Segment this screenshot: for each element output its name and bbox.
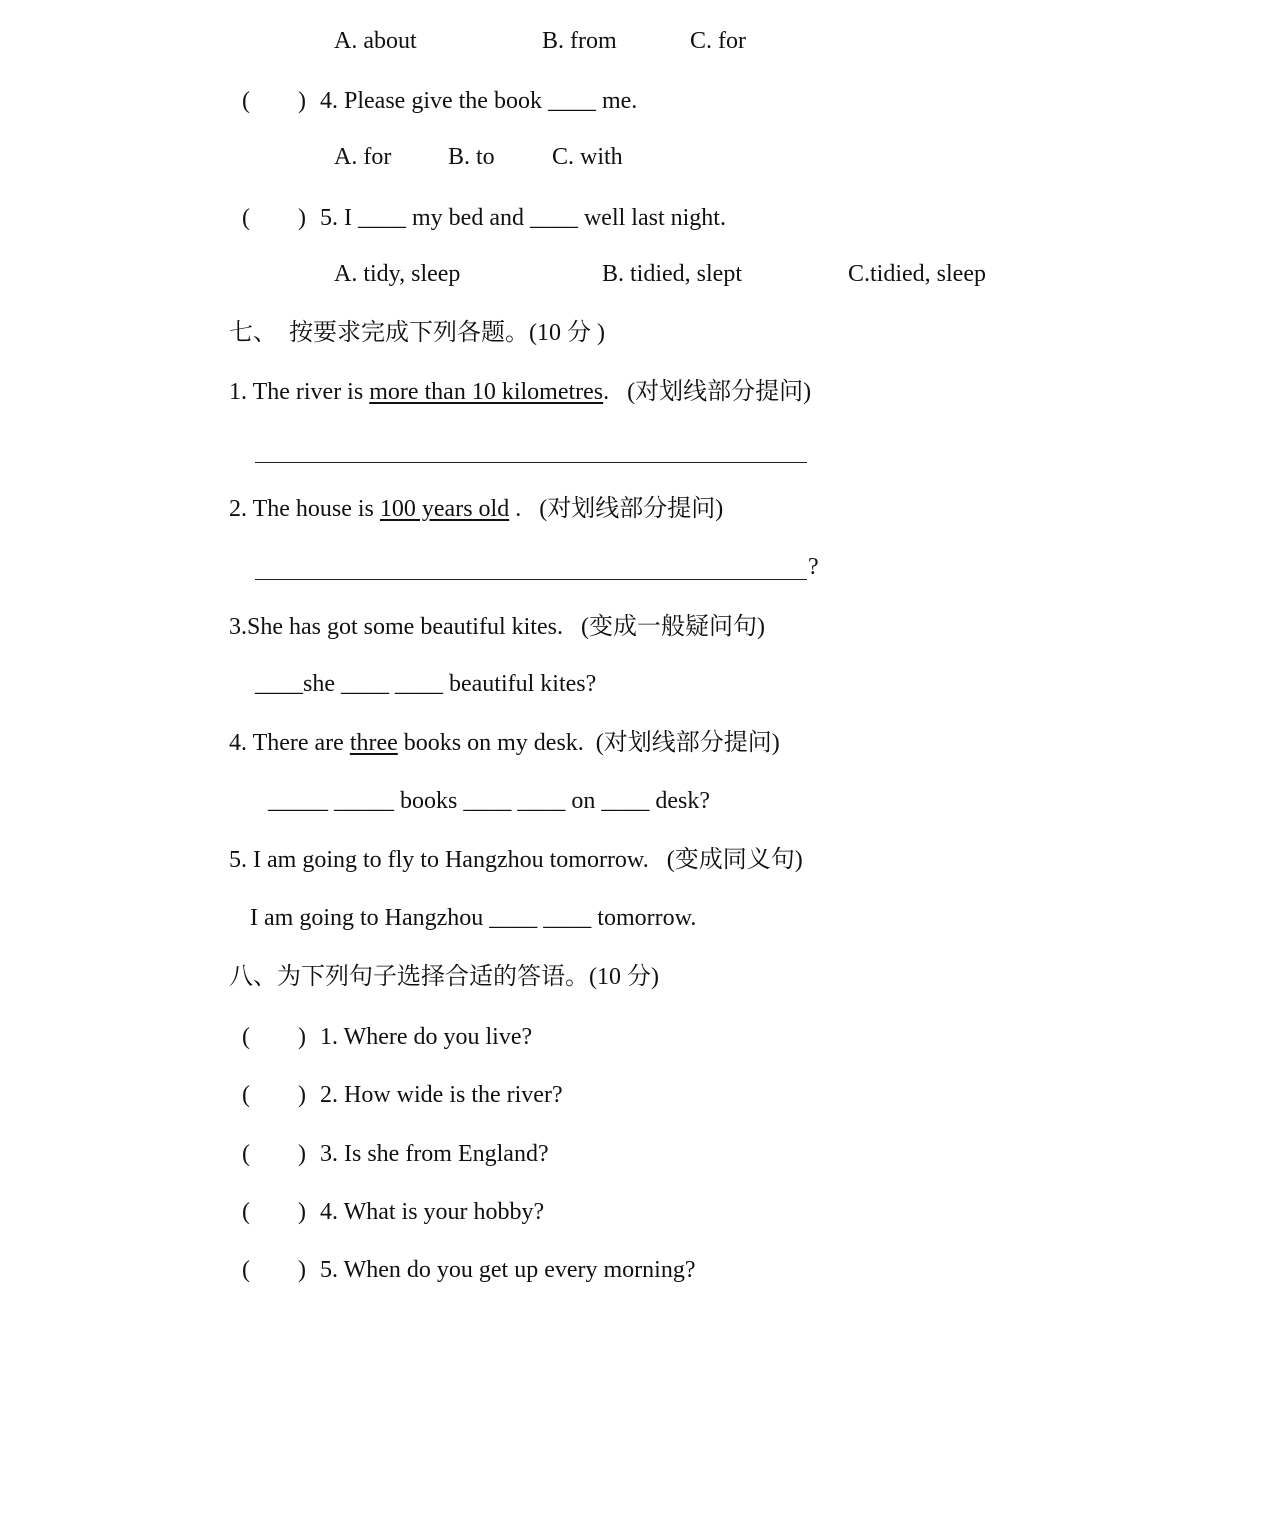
question-mark: ? <box>808 554 819 580</box>
answer-blank-line: _____ _____ books ____ ____ on ____ desk? <box>268 788 710 814</box>
question-item: 4. What is your hobby? <box>320 1199 545 1225</box>
option-b: B. to <box>448 144 495 170</box>
answer-paren: ( ) <box>242 1257 306 1283</box>
answer-paren: ( ) <box>242 1024 306 1050</box>
option-b: B. from <box>542 28 617 54</box>
question-stem: 4. Please give the book ____ me. <box>320 88 638 114</box>
option-a: A. for <box>334 144 392 170</box>
answer-line <box>255 579 807 580</box>
option-b: B. tidied, slept <box>602 261 742 287</box>
answer-blank-line: I am going to Hangzhou ____ ____ tomorrow. <box>250 905 697 931</box>
answer-paren: ( ) <box>242 1141 306 1167</box>
question-item: 5. When do you get up every morning? <box>320 1257 696 1283</box>
option-c: C. with <box>552 144 623 170</box>
exercise-sentence: 2. The house is 100 years old . (对划线部分提问) <box>229 496 724 522</box>
exercise-sentence: 5. I am going to fly to Hangzhou tomorrow. (变成同义句) <box>229 847 803 873</box>
answer-paren: ( ) <box>242 88 306 114</box>
question-item: 1. Where do you live? <box>320 1024 533 1050</box>
exercise-sentence: 3.She has got some beautiful kites. (变成一般疑问句) <box>229 614 765 640</box>
answer-blank-line: ____she ____ ____ beautiful kites? <box>255 671 597 697</box>
section-heading: 八、为下列句子选择合适的答语。(10 分) <box>229 964 659 990</box>
option-a: A. tidy, sleep <box>334 261 461 287</box>
question-item: 3. Is she from England? <box>320 1141 549 1167</box>
answer-paren: ( ) <box>242 205 306 231</box>
exercise-sentence: 1. The river is more than 10 kilometres. (对划线部分提问) <box>229 379 812 405</box>
answer-paren: ( ) <box>242 1082 306 1108</box>
section-heading: 七、 按要求完成下列各题。(10 分 ) <box>229 320 605 346</box>
question-stem: 5. I ____ my bed and ____ well last night. <box>320 205 726 231</box>
option-c: C.tidied, sleep <box>848 261 986 287</box>
option-c: C. for <box>690 28 746 54</box>
option-a: A. about <box>334 28 417 54</box>
answer-line <box>255 462 807 463</box>
exercise-sentence: 4. There are three books on my desk. (对划线部分提问) <box>229 730 780 756</box>
question-item: 2. How wide is the river? <box>320 1082 563 1108</box>
answer-paren: ( ) <box>242 1199 306 1225</box>
